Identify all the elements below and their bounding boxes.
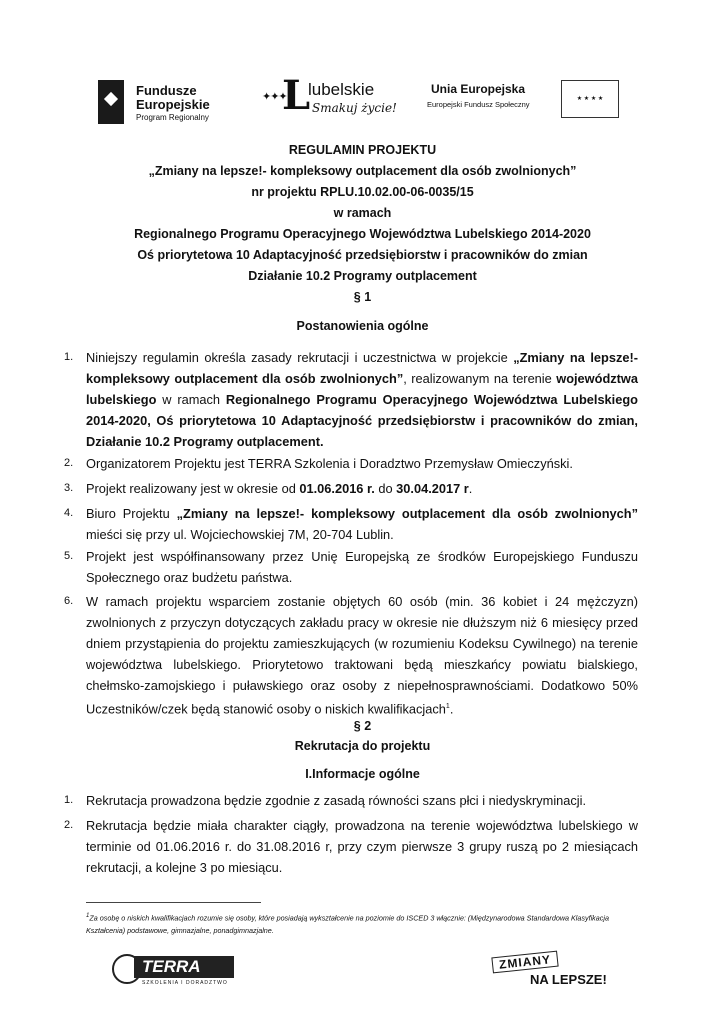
footnote: $^1$Za osobę o niskich kwalifikacjach rozumie się osoby, które posiadają wykształcenie na poziomie do ISCED 3 włącznie: (Międzynarodowa Standardowa Klasyfikacja Kształcenia) podstawowe, gimnazjalne, ponadgimnazjalne.	[86, 913, 609, 936]
list-item: 2. Organizatorem Projektu jest TERRA Szkolenia i Doradztwo Przemysław Omieczyński.	[64, 456, 573, 471]
stars-icon: ✦✦✦	[262, 91, 287, 103]
fundusze-europejskie-logo: Fundusze Europejskie Program Regionalny	[98, 78, 238, 126]
footnote-divider	[86, 902, 261, 903]
document-title: REGULAMIN PROJEKTU „Zmiany na lepsze!- kompleksowy outplacement dla osób zwolnionych” nr projektu RPLU.10.02.00-06-0035/15 w ramach Regionalnego Programu Operacyjnego Województwa Lubelskiego 2014-2020 Oś priorytetowa 10 Adaptacyjność przedsiębiorstw i pracowników do zmian Działanie 10.2 Programy outplacement § 1	[134, 143, 591, 304]
list-item: 1. Niniejszy regulamin określa zasady rekrutacji i uczestnictwa w projekcie „Zmiany na lepsze!- kompleksowy outplacement dla osób zwolnionych”, realizowanym na terenie województwa lubelskiego w ramach Regionalnego Programu Operacyjnego Województwa Lubelskiego 2014-2020, Oś priorytetowa 10 Adaptacyjność przedsiębiorstw i pracowników do zmian, Działanie 10.2 Programy outplacement.	[64, 350, 638, 449]
list-item: 3. Projekt realizowany jest w okresie od 01.06.2016 r. do 30.04.2017 r.	[64, 481, 473, 496]
terra-logo: TERRA SZKOLENIA I DORADZTWO	[112, 950, 232, 990]
list-item: 5. Projekt jest współfinansowany przez Unię Europejską ze środków Europejskiego Funduszu Społecznego oraz budżetu państwa.	[64, 549, 638, 585]
section-1-heading: Postanowienia ogólne	[296, 319, 429, 333]
paragraph-2-sign: § 2	[353, 719, 372, 733]
unia-europejska-logo: Unia Europejska Europejski Fundusz Społeczny ★ ★ ★ ★	[425, 80, 625, 124]
section-2-heading: Rekrutacja do projektu	[294, 739, 431, 753]
lubelskie-logo: ✦✦✦ L lubelskie Smakuj życie!	[262, 72, 397, 119]
lubelskie-l-icon: L	[282, 72, 311, 119]
subsection-heading: I.Informacje ogólne	[305, 767, 420, 781]
list-item: 1. Rekrutacja prowadzona będzie zgodnie z zasadą równości szans płci i niedyskryminacji.	[64, 793, 587, 808]
header-logos	[0, 74, 725, 130]
fundusze-europejskie-icon	[98, 80, 124, 124]
eu-flag-icon: ★ ★ ★ ★	[561, 80, 619, 118]
list-item: 4. Biuro Projektu „Zmiany na lepsze!- kompleksowy outplacement dla osób zwolnionych” mieści się przy ul. Wojciechowskiej 7M, 20-704 Lublin.	[64, 506, 638, 542]
list-item: 2. Rekrutacja będzie miała charakter ciągły, prowadzona na terenie województwa lubelskiego w terminie od 01.06.2016 r. do 31.08.2016 r, przy czym pierwsze 3 grupy ruszą po 2 miesiącach rekrutacji, a kolejne 3 po miesiącu.	[64, 818, 638, 875]
list-item: 6. W ramach projektu wsparciem zostanie objętych 60 osób (min. 36 kobiet i 24 mężczyzn) zwolnionych z przyczyn dotyczących zakładu pracy w okresie nie dłuższym niż 6 miesięcy przed dniem przystąpienia do projektu zamieszkujących (w rozumieniu Kodeksu Cywilnego) na terenie województwa lubelskiego. Priorytetowo traktowani będą mieszkańcy powiatu bialskiego, chełmsko-zamojskiego i puławskiego oraz osoby z niepełnosprawnościami. Dodatkowo 50% Uczestników/czek będą stanowić osoby o niskich kwalifikacjach$^1$.	[64, 594, 638, 717]
zmiany-na-lepsze-logo: ZMIANY NA LEPSZE!	[488, 954, 610, 994]
